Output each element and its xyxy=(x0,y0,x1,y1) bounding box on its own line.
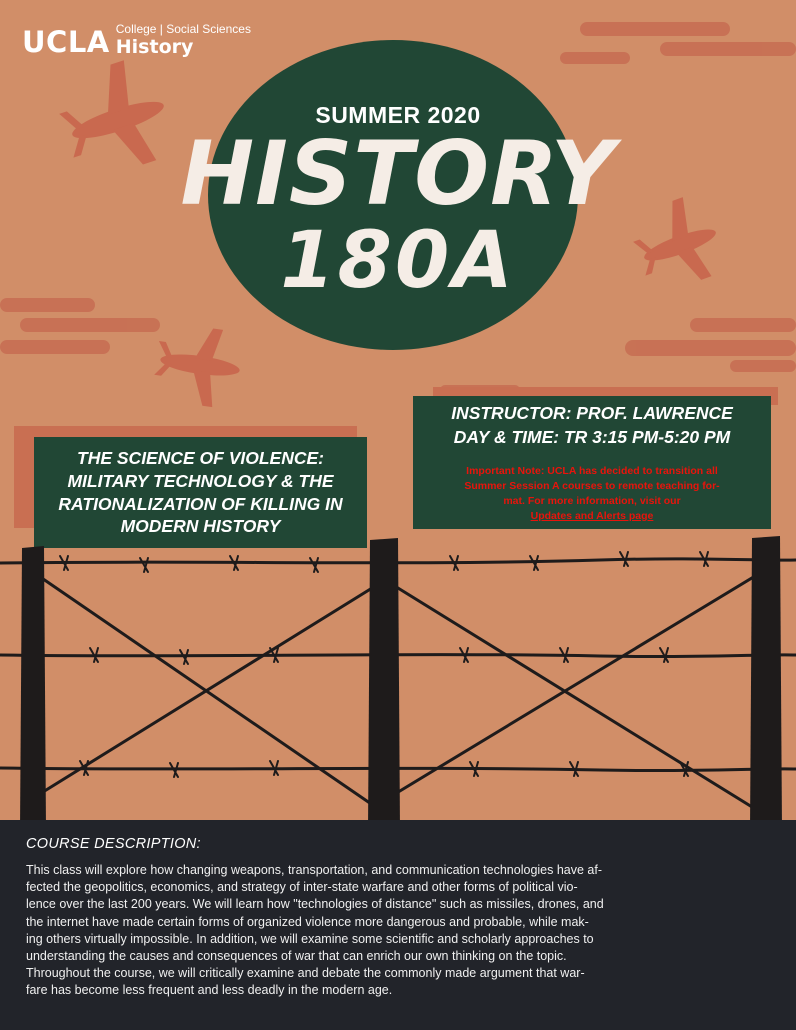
cloud-shape xyxy=(625,340,796,356)
course-name: HISTORY xyxy=(180,122,616,225)
schedule-label: DAY & TIME: TR 3:15 PM-5:20 PM xyxy=(453,427,731,447)
updates-alerts-link[interactable]: Updates and Alerts page xyxy=(530,509,654,522)
cloud-shape xyxy=(0,340,110,354)
fence-post xyxy=(750,536,782,830)
cloud-shape xyxy=(0,298,95,312)
cloud-shape xyxy=(660,42,796,56)
course-title-line: MILITARY TECHNOLOGY & THE xyxy=(67,470,334,491)
course-title-line: RATIONALIZATION OF KILLING IN xyxy=(58,493,343,514)
cloud-shape xyxy=(690,318,796,332)
description-line: Throughout the course, we will critically examine and debate the commonly made argument that war- xyxy=(26,966,585,981)
barbed-wire-fence xyxy=(0,530,796,830)
note-line: Important Note: UCLA has decided to transition all xyxy=(466,465,718,477)
cloud-shape xyxy=(730,360,796,372)
description-line: understanding the causes and consequences of war that can enrich our own thinking on the topic. xyxy=(26,949,567,964)
fence-post xyxy=(20,546,46,830)
fence-post xyxy=(368,538,400,830)
description-line: fare has become less frequent and less deadly in the modern age. xyxy=(26,983,393,998)
plane-icon xyxy=(151,321,245,410)
logo-college-text: College | Social Sciences xyxy=(115,22,251,36)
cloud-shape xyxy=(580,22,730,36)
course-number: 180A xyxy=(280,216,516,306)
note-line: mat. For more information, visit our xyxy=(503,494,681,507)
course-info-box xyxy=(413,396,771,529)
instructor-label: INSTRUCTOR: PROF. LAWRENCE xyxy=(451,403,733,423)
course-title-line: THE SCIENCE OF VIOLENCE: xyxy=(77,448,324,468)
course-description-section xyxy=(0,820,796,1030)
logo-right xyxy=(116,20,251,57)
description-heading: COURSE DESCRIPTION: xyxy=(26,836,201,852)
cloud-shape xyxy=(20,318,160,332)
description-line: ing others virtually impossible. In addition, we will examine some scientific and scholarly approaches to xyxy=(26,931,594,946)
logo-department-text: History xyxy=(115,36,194,58)
description-line: fected the geopolitics, economics, and strategy of inter-state warfare and other forms of political vio- xyxy=(26,880,578,895)
cloud-shape xyxy=(560,52,630,64)
important-note xyxy=(423,464,761,524)
description-body xyxy=(26,862,776,1000)
logo-ucla-text: UCLA xyxy=(22,25,110,59)
description-line: the internet have made certain forms of organized violence more dangerous and probable, while mak- xyxy=(26,914,589,929)
note-line: Summer Session A courses to remote teaching for- xyxy=(464,479,720,492)
description-line: lence over the last 200 years. We will learn how "technologies of distance" such as missiles, drones, and xyxy=(26,897,604,912)
term-label: SUMMER 2020 xyxy=(315,102,481,128)
course-title-line: MODERN HISTORY xyxy=(120,516,281,537)
description-line: This class will explore how changing weapons, transportation, and communication technologies have af- xyxy=(26,863,603,877)
ucla-history-logo[interactable] xyxy=(22,20,251,57)
